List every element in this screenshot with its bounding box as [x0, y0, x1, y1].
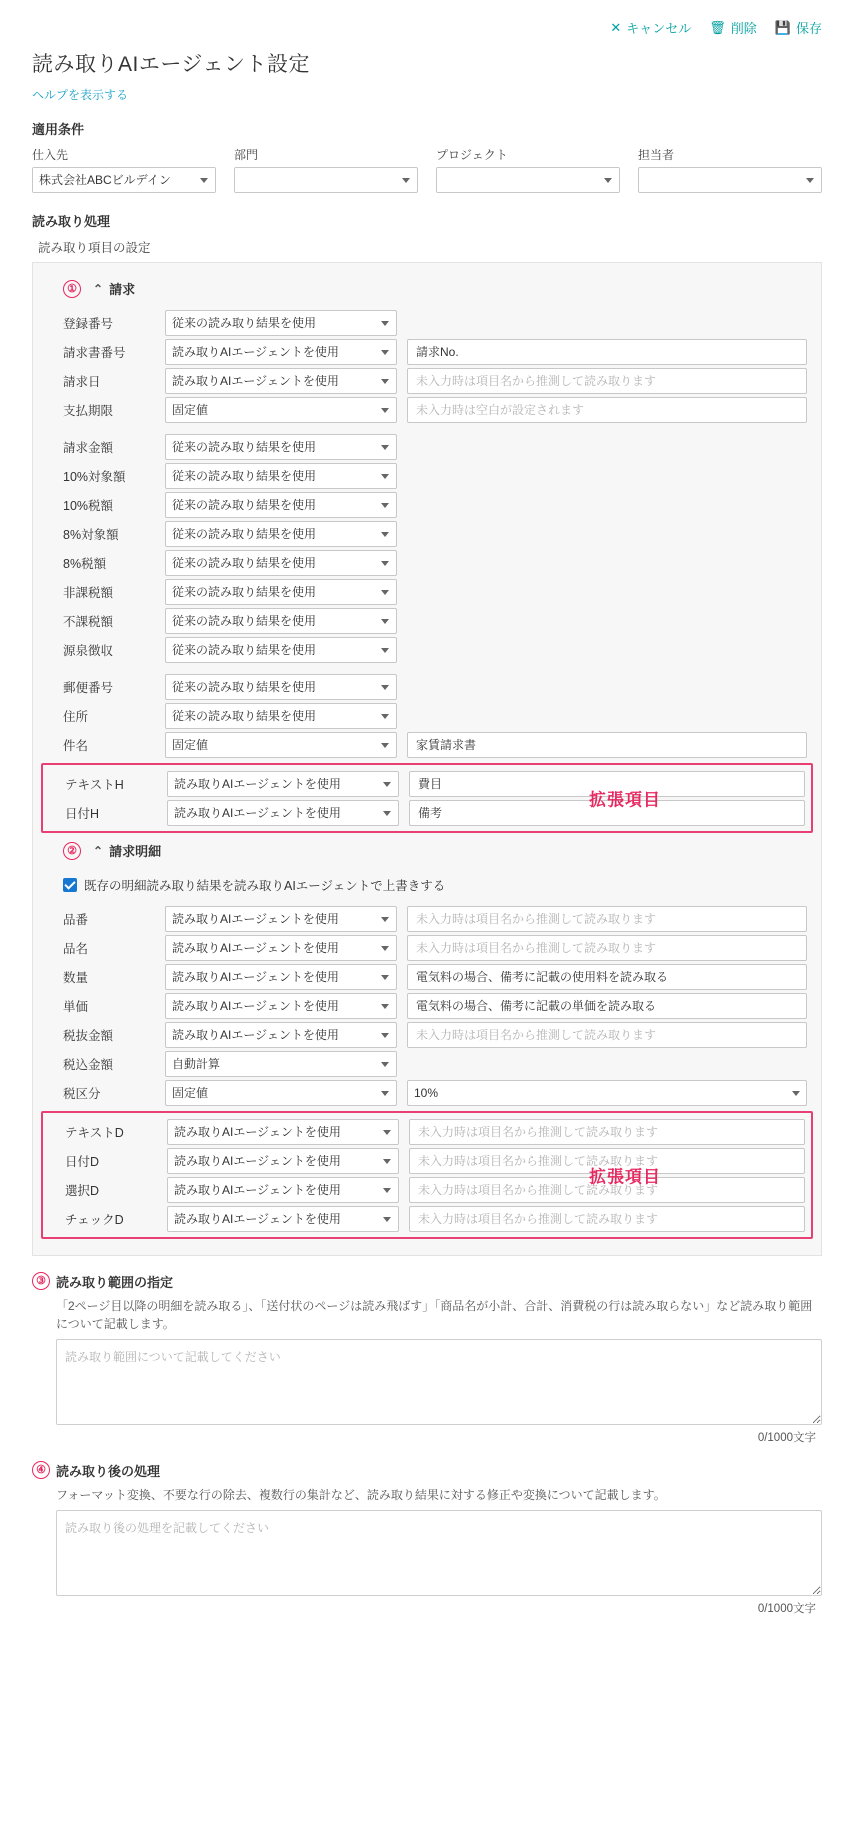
field-row	[47, 366, 807, 395]
mode-select[interactable]: 読み取りAIエージェントを使用	[165, 964, 397, 990]
overwrite-checkbox-label: 既存の明細読み取り結果を読み取りAIエージェントで上書きする	[84, 879, 446, 893]
field-row	[47, 606, 807, 635]
field-row	[49, 769, 805, 798]
cancel-label: キャンセル	[626, 20, 692, 36]
project-select[interactable]	[436, 167, 620, 193]
detail-input[interactable]	[407, 368, 807, 394]
mode-select[interactable]: 読み取りAIエージェントを使用	[165, 339, 397, 365]
conditions-grid	[32, 146, 822, 193]
field-row	[47, 701, 807, 730]
save-button[interactable]	[775, 18, 822, 37]
detail-input[interactable]	[407, 935, 807, 961]
supplier-select[interactable]: 株式会社ABCビルデイン	[32, 167, 216, 193]
tax-rate-select-wrap[interactable]	[407, 1080, 807, 1106]
field-label: 10%税額	[63, 498, 114, 513]
mode-select[interactable]: 読み取りAIエージェントを使用	[165, 993, 397, 1019]
mode-select-wrap[interactable]	[165, 310, 397, 336]
range-section-description: 「2ページ目以降の明細を読み取る」、「送付状のページは読み飛ばす」「商品名が小計、合計、消費税の行は読み取らない」など読み取り範囲について記載します。	[56, 1299, 813, 1331]
condition-field-supplier	[32, 146, 216, 193]
field-label: 品番	[63, 912, 89, 927]
group-header-invoice[interactable]	[47, 273, 807, 308]
group-title-invoice: 請求	[109, 282, 136, 297]
mode-select[interactable]: 読み取りAIエージェントを使用	[167, 1206, 399, 1232]
mode-select[interactable]: 固定値	[165, 1080, 397, 1106]
field-label: 税抜金額	[63, 1028, 114, 1043]
mode-select-wrap[interactable]	[165, 1080, 397, 1106]
field-label: 数量	[63, 970, 89, 985]
mode-select-wrap[interactable]	[167, 1148, 399, 1174]
overwrite-checkbox-row[interactable]	[47, 870, 807, 904]
field-label: 請求書番号	[63, 345, 126, 360]
field-row	[49, 1117, 805, 1146]
field-row	[47, 672, 807, 701]
mode-select[interactable]: 読み取りAIエージェントを使用	[167, 1148, 399, 1174]
range-section	[32, 1272, 822, 1445]
process-sub-label: 読み取り項目の設定	[38, 241, 151, 255]
mode-select-wrap[interactable]	[165, 906, 397, 932]
field-label: 不課税額	[63, 614, 114, 629]
mode-select-wrap[interactable]	[165, 492, 397, 518]
field-label: 非課税額	[63, 585, 114, 600]
save-label: 保存	[795, 20, 822, 36]
mode-select-wrap[interactable]	[165, 579, 397, 605]
mode-select[interactable]: 従来の読み取り結果を使用	[165, 492, 397, 518]
mode-select-wrap[interactable]	[167, 771, 399, 797]
mode-select[interactable]: 自動計算	[165, 1051, 397, 1077]
marker-3: ③	[32, 1272, 50, 1290]
group-title-detail: 請求明細	[109, 844, 162, 859]
mode-select-wrap[interactable]	[165, 434, 397, 460]
mode-select-wrap[interactable]	[167, 800, 399, 826]
conditions-section-title: 適用条件	[32, 122, 85, 137]
mode-select[interactable]: 従来の読み取り結果を使用	[165, 637, 397, 663]
mode-select[interactable]: 読み取りAIエージェントを使用	[165, 935, 397, 961]
field-row	[47, 635, 807, 664]
top-action-bar	[24, 0, 826, 42]
detail-input[interactable]	[409, 1119, 805, 1145]
field-row	[49, 1146, 805, 1175]
chevron-up-icon: ⌃	[93, 281, 104, 296]
delete-button[interactable]	[709, 18, 757, 37]
trash-icon: 🗑	[709, 19, 726, 35]
condition-label: 担当者	[638, 148, 675, 162]
mode-select-wrap[interactable]	[165, 397, 397, 423]
tax-rate-select[interactable]: 10%	[407, 1080, 807, 1106]
range-section-title: 読み取り範囲の指定	[56, 1275, 174, 1290]
field-row	[47, 1049, 807, 1078]
delete-label: 削除	[730, 20, 757, 36]
extension-tag-label: 拡張項目	[589, 790, 661, 810]
mode-select-wrap[interactable]	[167, 1206, 399, 1232]
field-label: 請求金額	[63, 440, 114, 455]
mode-select-wrap[interactable]	[165, 964, 397, 990]
mode-select-wrap[interactable]	[167, 1177, 399, 1203]
field-label: 品名	[63, 941, 89, 956]
mode-select[interactable]: 従来の読み取り結果を使用	[165, 579, 397, 605]
field-label: 住所	[63, 709, 89, 724]
group-header-detail[interactable]	[47, 835, 807, 870]
mode-select[interactable]: 従来の読み取り結果を使用	[165, 608, 397, 634]
field-label: 源泉徴収	[63, 643, 114, 658]
field-label: 選択D	[65, 1183, 100, 1198]
process-section-title: 読み取り処理	[32, 214, 111, 229]
page-title: 読み取りAIエージェント設定	[32, 53, 311, 76]
department-select-wrap[interactable]	[234, 167, 418, 193]
field-label: 日付D	[65, 1154, 100, 1169]
detail-input[interactable]	[409, 1148, 805, 1174]
field-row	[49, 798, 805, 827]
mode-select[interactable]: 読み取りAIエージェントを使用	[167, 771, 399, 797]
help-link[interactable]: ヘルプを表示する	[32, 88, 129, 102]
extension-tag-label: 拡張項目	[589, 1167, 661, 1187]
post-char-counter: 0/1000文字	[757, 1603, 816, 1615]
field-label: 登録番号	[63, 316, 114, 331]
condition-label: 部門	[234, 148, 259, 162]
marker-4: ④	[32, 1461, 50, 1479]
extension-block-detail	[41, 1111, 813, 1239]
floppy-disk-icon: 💾	[774, 19, 791, 35]
mode-select[interactable]: 従来の読み取り結果を使用	[165, 310, 397, 336]
mode-select[interactable]: 固定値	[165, 397, 397, 423]
chevron-up-icon: ⌃	[93, 843, 104, 858]
field-row	[47, 904, 807, 933]
field-row	[47, 337, 807, 366]
supplier-select-wrap[interactable]	[32, 167, 216, 193]
assignee-select[interactable]	[638, 167, 822, 193]
field-row	[47, 991, 807, 1020]
mode-select-wrap[interactable]	[165, 1051, 397, 1077]
mode-select-wrap[interactable]	[167, 1119, 399, 1145]
detail-input[interactable]	[409, 800, 805, 826]
mode-select[interactable]: 読み取りAIエージェントを使用	[167, 1177, 399, 1203]
field-label: 8%税額	[63, 556, 107, 571]
mode-select[interactable]: 従来の読み取り結果を使用	[165, 703, 397, 729]
mode-select[interactable]: 読み取りAIエージェントを使用	[167, 1119, 399, 1145]
close-icon: ✕	[610, 19, 622, 35]
mode-select-wrap[interactable]	[165, 935, 397, 961]
condition-label: 仕入先	[32, 148, 69, 162]
detail-input[interactable]	[407, 1022, 807, 1048]
mode-select-wrap[interactable]	[165, 732, 397, 758]
mode-select[interactable]: 読み取りAIエージェントを使用	[165, 1022, 397, 1048]
detail-input[interactable]	[409, 771, 805, 797]
detail-input[interactable]	[409, 1177, 805, 1203]
mode-select[interactable]: 従来の読み取り結果を使用	[165, 434, 397, 460]
mode-select[interactable]: 従来の読み取り結果を使用	[165, 521, 397, 547]
field-row	[47, 933, 807, 962]
mode-select-wrap[interactable]	[165, 608, 397, 634]
condition-field-assignee	[638, 146, 822, 193]
mode-select-wrap[interactable]	[165, 463, 397, 489]
field-label: 件名	[63, 738, 89, 753]
field-row	[47, 490, 807, 519]
mode-select-wrap[interactable]	[165, 993, 397, 1019]
settings-panel	[32, 262, 822, 1256]
field-row	[47, 730, 807, 759]
mode-select[interactable]: 読み取りAIエージェントを使用	[167, 800, 399, 826]
field-label: 支払期限	[63, 403, 114, 418]
department-select[interactable]	[234, 167, 418, 193]
field-label: 10%対象額	[63, 469, 126, 484]
field-row	[47, 519, 807, 548]
mode-select[interactable]: 読み取りAIエージェントを使用	[165, 906, 397, 932]
field-row	[47, 395, 807, 424]
field-label: 税込金額	[63, 1057, 114, 1072]
post-textarea[interactable]	[56, 1510, 822, 1596]
mode-select-wrap[interactable]	[165, 521, 397, 547]
detail-input[interactable]	[407, 397, 807, 423]
mode-select[interactable]: 従来の読み取り結果を使用	[165, 550, 397, 576]
mode-select-wrap[interactable]	[165, 703, 397, 729]
field-row	[47, 461, 807, 490]
cancel-button[interactable]	[610, 18, 691, 37]
post-section-description: フォーマット変換、不要な行の除去、複数行の集計など、読み取り結果に対する修正や変換について記載します。	[56, 1488, 666, 1502]
detail-input[interactable]	[407, 339, 807, 365]
mode-select-wrap[interactable]	[165, 1022, 397, 1048]
field-label: 日付H	[65, 806, 100, 821]
post-section-title: 読み取り後の処理	[56, 1464, 161, 1479]
mode-select[interactable]: 従来の読み取り結果を使用	[165, 674, 397, 700]
mode-select[interactable]: 読み取りAIエージェントを使用	[165, 368, 397, 394]
check-icon[interactable]	[63, 878, 77, 892]
range-textarea[interactable]	[56, 1339, 822, 1425]
field-row	[47, 577, 807, 606]
mode-select-wrap[interactable]	[165, 674, 397, 700]
condition-field-project	[436, 146, 620, 193]
mode-select-wrap[interactable]	[165, 339, 397, 365]
field-row	[49, 1175, 805, 1204]
field-row	[47, 1078, 807, 1107]
mode-select-wrap[interactable]	[165, 637, 397, 663]
field-row	[47, 1020, 807, 1049]
field-label: チェックD	[65, 1212, 124, 1227]
marker-1: ①	[63, 280, 81, 298]
mode-select-wrap[interactable]	[165, 550, 397, 576]
detail-input[interactable]	[407, 993, 807, 1019]
field-row	[47, 962, 807, 991]
field-label: テキストH	[65, 777, 124, 792]
assignee-select-wrap[interactable]	[638, 167, 822, 193]
mode-select[interactable]: 固定値	[165, 732, 397, 758]
post-section-header	[32, 1461, 822, 1480]
extension-block-invoice	[41, 763, 813, 833]
mode-select-wrap[interactable]	[165, 368, 397, 394]
field-label: テキストD	[65, 1125, 124, 1140]
field-label: 請求日	[63, 374, 101, 389]
field-label: 税区分	[63, 1086, 101, 1101]
marker-2: ②	[63, 842, 81, 860]
project-select-wrap[interactable]	[436, 167, 620, 193]
post-section	[32, 1461, 822, 1616]
detail-input[interactable]	[409, 1206, 805, 1232]
detail-input[interactable]	[407, 732, 807, 758]
condition-label: プロジェクト	[436, 148, 508, 162]
range-char-counter: 0/1000文字	[757, 1432, 816, 1444]
field-label: 郵便番号	[63, 680, 114, 695]
mode-select[interactable]: 従来の読み取り結果を使用	[165, 463, 397, 489]
condition-field-department	[234, 146, 418, 193]
field-row	[47, 548, 807, 577]
field-row	[49, 1204, 805, 1233]
detail-input[interactable]	[407, 906, 807, 932]
field-label: 単価	[63, 999, 89, 1014]
range-section-header	[32, 1272, 822, 1291]
detail-input[interactable]	[407, 964, 807, 990]
field-row	[47, 432, 807, 461]
field-row	[47, 308, 807, 337]
field-label: 8%対象額	[63, 527, 119, 542]
